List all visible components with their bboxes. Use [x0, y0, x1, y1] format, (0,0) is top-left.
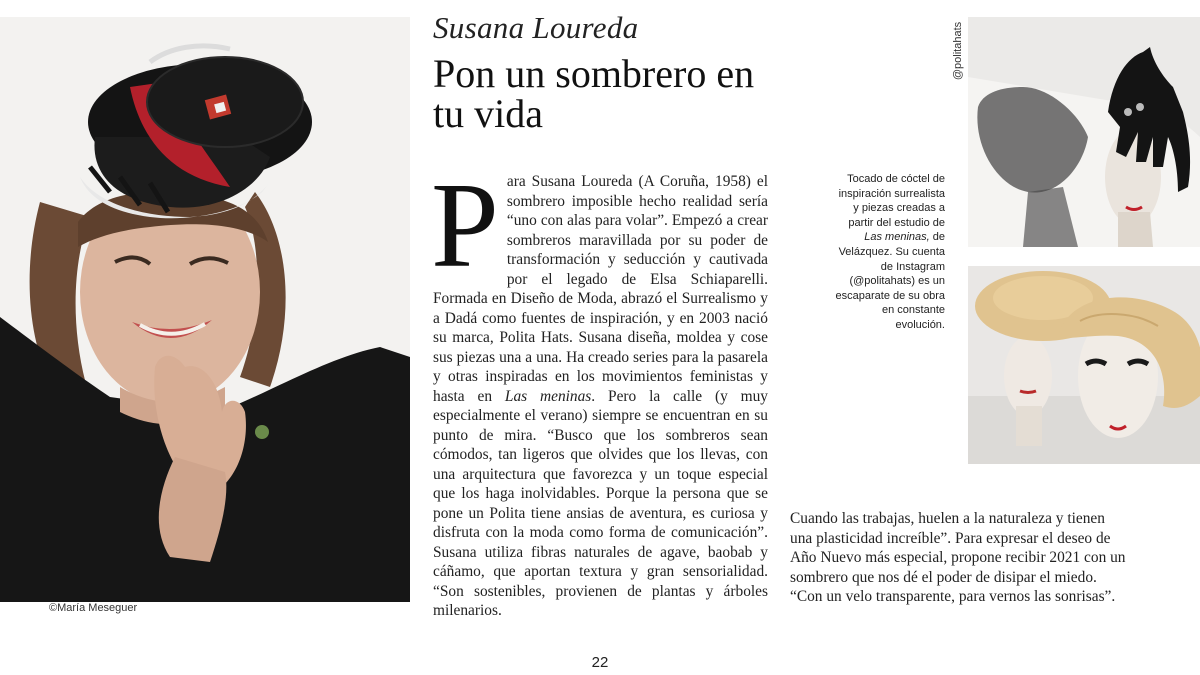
photo-credit: ©María Meseguer — [49, 602, 138, 614]
body-column-2 — [790, 509, 1130, 607]
author-name: Susana Loureda — [433, 10, 639, 45]
body-italic-title: Las meninas — [504, 387, 592, 405]
straw-hats-photo — [968, 266, 1200, 464]
cocktail-headpiece-photo — [968, 17, 1200, 247]
article-headline: Pon un sombrero en tu vida — [433, 51, 755, 136]
caption-italic: Las meninas, — [864, 231, 930, 244]
page-number: 22 — [591, 654, 609, 671]
instagram-handle-text: @politahats — [952, 21, 964, 81]
photo-caption — [835, 172, 945, 333]
caption-text-end: de Velázquez. Su cuenta de Instagram (@politahats) es un escaparate de su obra en constante evolución. — [835, 231, 945, 331]
caption-text-start: Tocado de cóctel de inspiración surrealista y piezas creadas a partir del estudio de — [838, 173, 945, 229]
portrait-photo — [0, 17, 410, 602]
body-text-start: ara Susana Loureda (A Coruña, 1958) el sombrero imposible hecho realidad sería “uno con alas para volar”. Empezó a crear sombreros maravillada por su poder de transformación y seducción y cautivada por el legado de Elsa Schiaparelli. Formada en Diseño de Moda, abrazó el Surrealismo y a Dadá como fuentes de inspiración, y en 2003 nació su marca, Polita Hats. Susana diseña, moldea y cose sus piezas una a una. Ha creado series para la pasarela y otras inspiradas en los movimientos feministas y hasta en — [433, 173, 768, 405]
drop-cap: P — [431, 158, 499, 293]
body-paragraph-continued: Cuando las trabajas, huelen a la naturaleza y tienen una plasticidad increíble”. Para expresar el deseo de Año Nuevo más especial, propone recibir 2021 con un sombrero que nos dé el poder de disipar el miedo. “Con un velo transparente, para vernos las sonrisas”. — [790, 510, 1126, 605]
body-text-end: . Pero la calle (y muy especialmente el verano) siempre se encuentran en su punto de mira. “Busco que los sombreros sean cómodos, tan ligeros que olvides que los llevas, con una arquitectura que favorezca y un toque especial que los haga inolvidables. Porque la persona que se pone un Polita tiene ansias de aventura, es curiosa y disfruta con la moda como forma de comunicación”. Susana utiliza fibras naturales de agave, baobab y cáñamo, que aportan textura y gran sensorialidad. “Son sostenibles, provienen de plantas y árboles milenarios. — [433, 387, 768, 619]
instagram-handle — [950, 16, 966, 86]
body-column-1 — [431, 158, 768, 621]
